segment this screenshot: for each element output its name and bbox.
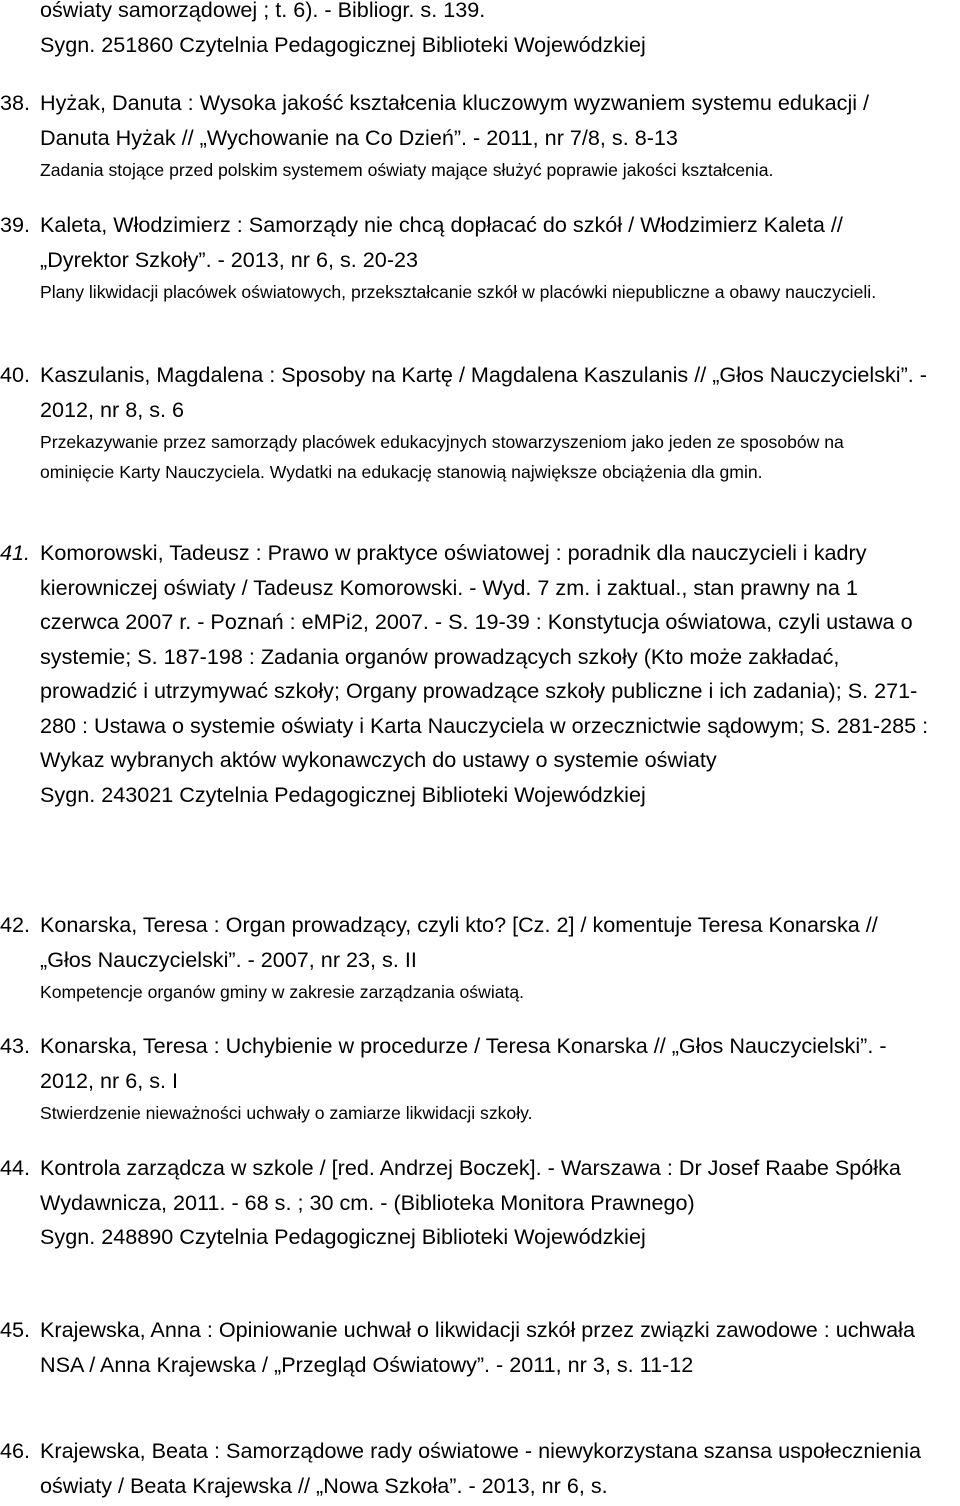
bibliography-entry: [0, 908, 940, 1007]
entry-number: 44.: [0, 1155, 31, 1180]
continuation-block: [40, 0, 940, 62]
entry-description: Krajewska, Beata : Samorządowe rady oświatowe - niewykorzystana szansa uspołecznienia oświaty / Beata Krajewska // „Nowa Szkoła”. - 2013, nr 6, s.: [40, 1438, 921, 1498]
bibliography-entry: [0, 86, 940, 185]
entry-annotation: Przekazywanie przez samorządy placówek edukacyjnych stowarzyszeniom jako jeden ze sposobów na ominięcie Karty Nauczyciela. Wydatki na edukację stanowią największe obciążenia dla gmin.: [40, 432, 844, 482]
entry-description: Kaleta, Włodzimierz : Samorządy nie chcą dopłacać do szkół / Włodzimierz Kaleta // „Dyrektor Szkoły”. - 2013, nr 6, s. 20-23: [40, 212, 843, 272]
entry-number: 46.: [0, 1438, 31, 1463]
entry-number: 40.: [0, 362, 31, 387]
bibliography-entry: [0, 536, 940, 812]
bibliography-entry: [0, 1434, 940, 1503]
entry-signature: Sygn. 248890 Czytelnia Pedagogicznej Biblioteki Wojewódzkiej: [40, 1224, 646, 1249]
entry-description: Kaszulanis, Magdalena : Sposoby na Kartę / Magdalena Kaszulanis // „Głos Nauczycielski”. - 2012, nr 8, s. 6: [40, 362, 927, 422]
entry-number: 38.: [0, 90, 31, 115]
entry-signature: Sygn. 243021 Czytelnia Pedagogicznej Biblioteki Wojewódzkiej: [40, 781, 646, 807]
entry-description: Krajewska, Anna : Opiniowanie uchwał o likwidacji szkół przez związki zawodowe : uchwała NSA / Anna Krajewska / „Przegląd Oświatowy”. - 2011, nr 3, s. 11-12: [40, 1317, 915, 1377]
entry-annotation: Plany likwidacji placówek oświatowych, przekształcanie szkół w placówki niepubliczne a obawy nauczycieli.: [40, 282, 877, 302]
entry-description: Hyżak, Danuta : Wysoka jakość kształcenia kluczowym wyzwaniem systemu edukacji / Danuta Hyżak // „Wychowanie na Co Dzień”. - 2011, nr 7/8, s. 8-13: [40, 90, 870, 150]
continuation-line: oświaty samorządowej ; t. 6). - Bibliogr. s. 139.: [40, 0, 486, 22]
entry-number: 41.: [0, 540, 31, 565]
signature-line: Sygn. 251860 Czytelnia Pedagogicznej Biblioteki Wojewódzkiej: [40, 31, 646, 57]
bibliography-entry: [0, 1313, 940, 1382]
bibliography-entry: [0, 208, 940, 307]
entry-description: Konarska, Teresa : Uchybienie w procedurze / Teresa Konarska // „Głos Nauczycielski”. - 2012, nr 6, s. I: [40, 1033, 887, 1093]
bibliography-entry: [0, 358, 940, 487]
entry-annotation: Stwierdzenie nieważności uchwały o zamiarze likwidacji szkoły.: [40, 1103, 533, 1123]
entry-description: Kontrola zarządcza w szkole / [red. Andrzej Boczek]. - Warszawa : Dr Josef Raabe Spółka Wydawnicza, 2011. - 68 s. ; 30 cm. - (Biblioteka Monitora Prawnego): [40, 1155, 901, 1215]
entry-number: 42.: [0, 912, 31, 937]
entry-annotation: Zadania stojące przed polskim systemem oświaty mające służyć poprawie jakości kształcenia.: [40, 160, 774, 180]
entry-number: 45.: [0, 1317, 31, 1342]
bibliography-entry: [0, 1029, 940, 1128]
bibliography-entry: [0, 1151, 940, 1255]
entry-number: 39.: [0, 212, 31, 237]
entry-number: 43.: [0, 1033, 31, 1058]
entry-annotation: Kompetencje organów gminy w zakresie zarządzania oświatą.: [40, 982, 525, 1002]
entry-description: Konarska, Teresa : Organ prowadzący, czyli kto? [Cz. 2] / komentuje Teresa Konarska // „Głos Nauczycielski”. - 2007, nr 23, s. II: [40, 912, 878, 972]
entry-description: Komorowski, Tadeusz : Prawo w praktyce oświatowej : poradnik dla nauczycieli i kadry kierowniczej oświaty / Tadeusz Komorowski. - Wyd. 7 zm. i zaktual., stan prawny na 1 czerwca 2007 r. - Poznań : eMPi2, 2007. - S. 19-39 : Konstytucja oświatowa, czyli ustawa o systemie; S. 187-198 : Zadania organów prowadzących szkoły (Kto może zakładać, prowadzić i utrzymywać szkoły; Organy prowadzące szkoły publiczne i ich zadania); S. 271-280 : Ustawa o systemie oświaty i Karta Nauczyciela w orzecznictwie sądowym; S. 281-285 : Wykaz wybranych aktów wykonawczych do ustawy o systemie oświaty: [40, 540, 929, 772]
